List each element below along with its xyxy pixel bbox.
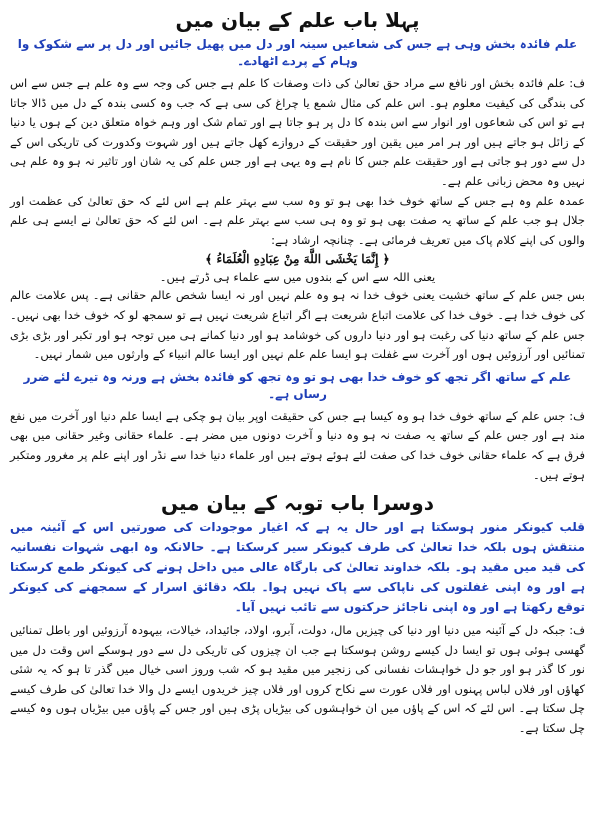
verse-translation: یعنی اللہ سے اس کے بندوں میں سے علماء ہی ڈرتے ہیں۔ [159,270,436,285]
chapter-1-paragraph-4: ف: جس علم کے ساتھ خوف خدا ہو وہ کیسا ہے جس کی حقیقت اوپر بیان ہو چکی ہے ایسا علم دنیا اور آخرت میں نفع مند ہے اور جس علم کے ساتھ یہ صفت نہ ہو وہ دنیا و آخرت دونوں میں مضر ہے۔ علماء حقانی وغیر حقانی میں بھی فرق ہے کہ علماء حقانی خوف خدا کی صفت لئے ہوئے ہوتے ہیں اور علماء دنیا خدا سے نڈر اور اپنے علم پر مغرور ومتکبر ہوتے ہیں۔ [10,408,585,482]
chapter-1-title: پہلا باب علم کے بیان میں [175,8,420,32]
chapter-1-paragraph-3: بس جس علم کے ساتھ خشیت یعنی خوف خدا نہ ہو وہ علم نہیں اور نہ ایسا شخص عالم حقانی ہے۔ پس علامت عالم کی خوف خدا ہے۔ خوف خدا کی علامت اتباع شریعت ہے اگر اتباع شریعت نہیں ہے تو سمجھ لو کہ خوف خدا بھی نہیں۔ جس علم کے ساتھ دنیا کی رغبت ہو اور دنیا داروں کی خوشامد ہو اور دنیا کمانے ہی میں توجہ ہو اور تکبر اور بڑی بڑی تمنائیں اور آرزوئیں ہوں اور آخرت سے غفلت ہو ایسا علم علم نہیں اور ایسا عالم انبیاء کے وارثوں میں شمار نہیں۔ [10,288,585,362]
chapter-2-paragraph-1: ف: جبکہ دل کے آئینہ میں دنیا اور دنیا کی چیزیں مال، دولت، آبرو، اولاد، جائیداد، خیالات، بیہودہ آرزوئیں اور باطل تمنائیں گھسی ہوئی ہوں تو ایسا دل کیسے روشن ہوسکتا ہے جب ان چیزوں کی تاریکی دل سے دور ہوسکے اس وقت دل میں نور کا گذر ہو اور جو دل خواہشات نفسانی کی زنجیر میں مقید ہو کہ شب وروز اسی خیال میں گذر تا ہو کہ یہ شئی کھاؤں اور فلاں لباس پہنوں اور فلاں عورت سے نکاح کروں اور فلاں چیز خریدوں ایسے دل والا خدا تعالیٰ کی طرف کیسے چل سکتا ہے۔ اس لئے کہ اس کے پاؤں میں ان خواہشوں کی بیڑیاں پڑی ہیں اور جس کے پاؤں میں بیڑیاں ہوں وہ کیسے چل سکتا ہے۔ [10,623,585,736]
chapter-1-paragraph-2: عمدہ علم وہ ہے جس کے ساتھ خوف خدا بھی ہو تو وہ سب سے بہتر علم ہے اس لئے کہ حق تعالیٰ کی عظمت اور جلال ہو جب علم کے ساتھ یہ صفت بھی ہو تو وہ ہی سب سے بہتر علم ہے۔ اس لئے کہ حق تعالیٰ نے ایسے ہی علم والوں کی اپنے کلام پاک میں تعریف فرمائی ہے۔ چنانچہ ارشاد ہے: [10,193,585,247]
chapter-1-paragraph-1: ف: علم فائدہ بخش اور نافع سے مراد حق تعالیٰ کی ذات وصفات کا علم ہے جس کی وجہ سے وہ علم ہے جس سے اس کی بندگی کی کیفیت معلوم ہو۔ اس علم کی مثال شمع یا چراغ کی سی ہے کہ جب وہ کسی بندہ کے دل میں ڈالا جاتا ہے تو اس کی شعاعوں اور انوار سے اس بندہ کا دل پر ہو جاتا ہے اور تمام شک اور وہم خواہ متعلق دین کے ہوں یا دنیا کے زائل ہو جاتے ہیں اور ہر امر میں یقین اور حقیقت کے دروازے کھل جاتے ہیں اور شہوت وکدورت کی تاریکی اس کے دل سے دور ہو جاتی ہے اور حقیقت علم جس کا نام ہے وہ یہی ہے اور جس علم کی یہ شان اور تاثیر نہ ہو وہ علم ہی نہیں وہ محض زبانی علم ہے۔ [10,76,585,188]
chapter-2-saying: قلب کیونکر منور ہوسکتا ہے اور حال یہ ہے کہ اغیار موجودات کی صورتیں اس کے آئینہ میں منتقش ہوں بلکہ خدا تعالیٰ کی طرف کیونکر سیر کرسکتا ہے۔ حالانکہ وہ ابھی شہوات نفسانیہ کی قید میں مقید ہو۔ بلکہ خداوند تعالیٰ کی بارگاہ عالی میں داخل ہونے کی کیونکر طمع کرسکتا ہے اور وہ اپنی غفلتوں کی ناپاکی سے پاک نہیں ہوا۔ بلکہ دقائق اسرار کے سمجھنے کی کیونکر توقع رکھتا ہے اور وہ اپنی ناجائز حرکتوں سے تائب نہیں آیا۔ [10,520,585,615]
chapter-1-saying: علم فائدہ بخش وہی ہے جس کی شعاعیں سینہ اور دل میں پھیل جائیں اور دل پر سے شکوک وا وہام کے پردے اٹھادے۔ [17,37,578,68]
chapter-1-saying-2: علم کے ساتھ اگر تجھ کو خوف خدا بھی ہو تو وہ تجھ کو فائدہ بخش ہے ورنہ وہ تیرے لئے ضرر رساں ہے۔ [23,369,572,401]
chapter-2-title: دوسرا باب توبہ کے بیان میں [160,491,435,516]
quran-verse: ﴿ إِنَّمَا يَخْشَى اللَّهَ مِنْ عِبَادِهِ الْعُلَمَاءُ ﴾ [205,252,390,267]
